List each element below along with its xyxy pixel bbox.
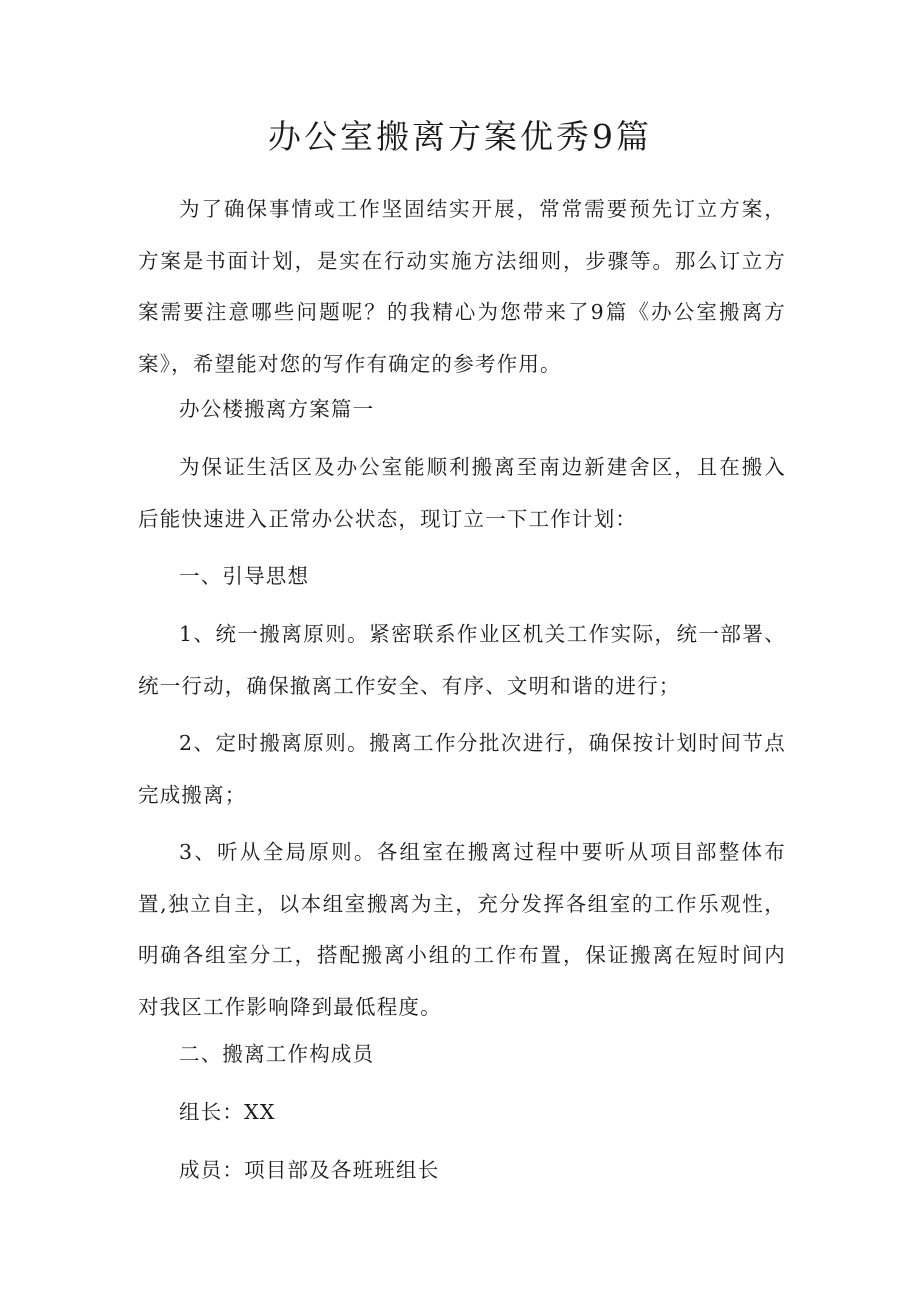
principle-item-3: 3、听从全局原则。各组室在搬离过程中要听从项目部整体布置,独立自主，以本组室搬离为主，充分发挥各组室的工作乐观性，明确各组室分工，搭配搬离小组的工作布置，保证搬离在短时间内对我区工作影响降到最低程度。	[138, 840, 786, 1019]
document-title: 办公室搬离方案优秀9篇	[268, 117, 652, 156]
section-heading: 办公楼搬离方案篇一	[179, 397, 375, 421]
intro-paragraph: 为了确保事情或工作坚固结实开展，常常需要预先订立方案，方案是书面计划，是实在行动实施方法细则，步骤等。那么订立方案需要注意哪些问题呢？的我精心为您带来了9篇《办公室搬离方案》，希望能对您的写作有确定的参考作用。	[138, 197, 786, 376]
purpose-paragraph: 为保证生活区及办公室能顺利搬离至南边新建舍区，且在搬入后能快速进入正常办公状态，现订立一下工作计划：	[138, 455, 786, 531]
heading-guiding-thought: 一、引导思想	[179, 564, 310, 588]
team-members: 成员：项目部及各班班组长	[179, 1158, 440, 1182]
heading-team-members: 二、搬离工作构成员	[179, 1042, 375, 1066]
team-leader: 组长：XX	[179, 1100, 276, 1124]
principle-item-2: 2、定时搬离原则。搬离工作分批次进行，确保按计划时间节点完成搬离；	[138, 731, 786, 807]
principle-item-1: 1、统一搬离原则。紧密联系作业区机关工作实际，统一部署、统一行动，确保撤离工作安全、有序、文明和谐的进行；	[138, 622, 786, 698]
